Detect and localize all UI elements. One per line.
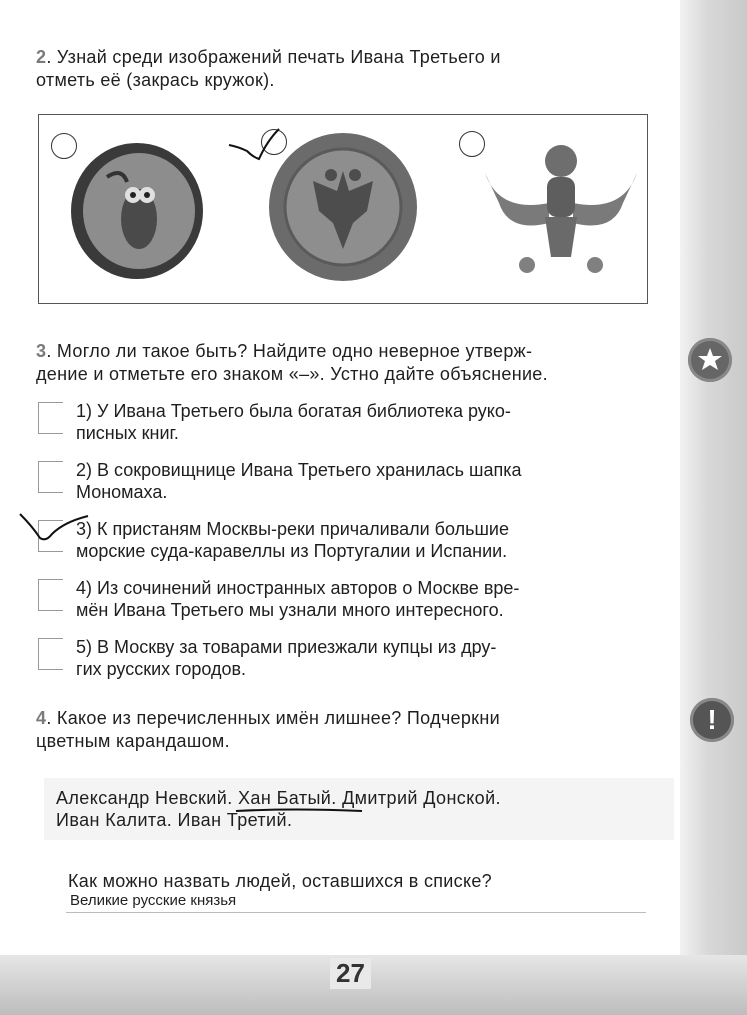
answer-checkbox[interactable] [38,461,63,493]
winged-falcon-amulet-icon [479,133,639,288]
page-number: 27 [330,958,371,989]
answer-line [66,912,646,913]
images-frame [38,114,648,304]
option-text: 3) К пристаням Москвы-реки причаливали большие [76,519,509,539]
option-text: 1) У Ивана Третьего была богатая библиотека руко- [76,401,511,421]
option-3 [38,518,650,562]
option-4 [38,577,650,621]
page-margin-strip [680,0,747,1015]
task-text: . Какое из перечисленных имён лишнее? Подчеркни [46,708,500,728]
option-text: 4) Из сочинений иностранных авторов о Москве вре- [76,578,520,598]
answer-text: Великие русские князья [70,892,237,909]
task-number: 3 [36,341,47,361]
owl-coin-icon [67,137,207,287]
names-line [56,788,501,809]
checkmark-icon [18,508,108,548]
answer-checkbox[interactable] [38,579,63,611]
name-item: . Дмитрий Донской. [331,788,501,808]
option-text: 5) В Москву за товарами приезжали купцы из дру- [76,637,497,657]
task-text: . Могло ли такое быть? Найдите одно неверное утверж- [46,341,533,361]
page-bottom-strip [0,955,747,1015]
task-3 [36,340,651,386]
task-4 [36,707,651,753]
task-text: отметь её (закрась кружок). [36,70,275,90]
task-text: дение и отметьте его знаком «–». Устно дайте объяснение. [36,364,548,384]
option-1 [38,400,650,444]
names-list [44,778,674,840]
names-line: Иван Калита. Иван Третий. [56,810,293,830]
option-text: гих русских городов. [76,659,247,679]
double-headed-eagle-seal-icon [267,131,419,288]
task-2 [36,46,651,92]
option-2 [38,459,650,503]
exclamation-icon: ! [690,698,734,742]
option-text: морские суда-каравеллы из Португалии и Испании. [76,541,508,561]
name-item-underlined[interactable]: Хан Батый [238,788,331,809]
option-text: 2) В сокровищнице Ивана Третьего хранилась шапка [76,460,522,480]
task-text: . Узнай среди изображений печать Ивана Третьего и [46,47,501,67]
task-number: 2 [36,47,47,67]
stars-icon [688,338,732,382]
followup-question: Как можно назвать людей, оставшихся в списке? [68,871,492,891]
option-text: писных книг. [76,423,179,443]
task-number: 4 [36,708,47,728]
answer-checkbox[interactable] [38,402,63,434]
name-item: Александр Невский. [56,788,233,808]
option-5 [38,636,650,680]
task-text: цветным карандашом. [36,731,230,751]
option-text: мён Ивана Третьего мы узнали много интересного. [76,600,504,620]
option-text: Мономаха. [76,482,168,502]
answer-checkbox[interactable] [38,638,63,670]
